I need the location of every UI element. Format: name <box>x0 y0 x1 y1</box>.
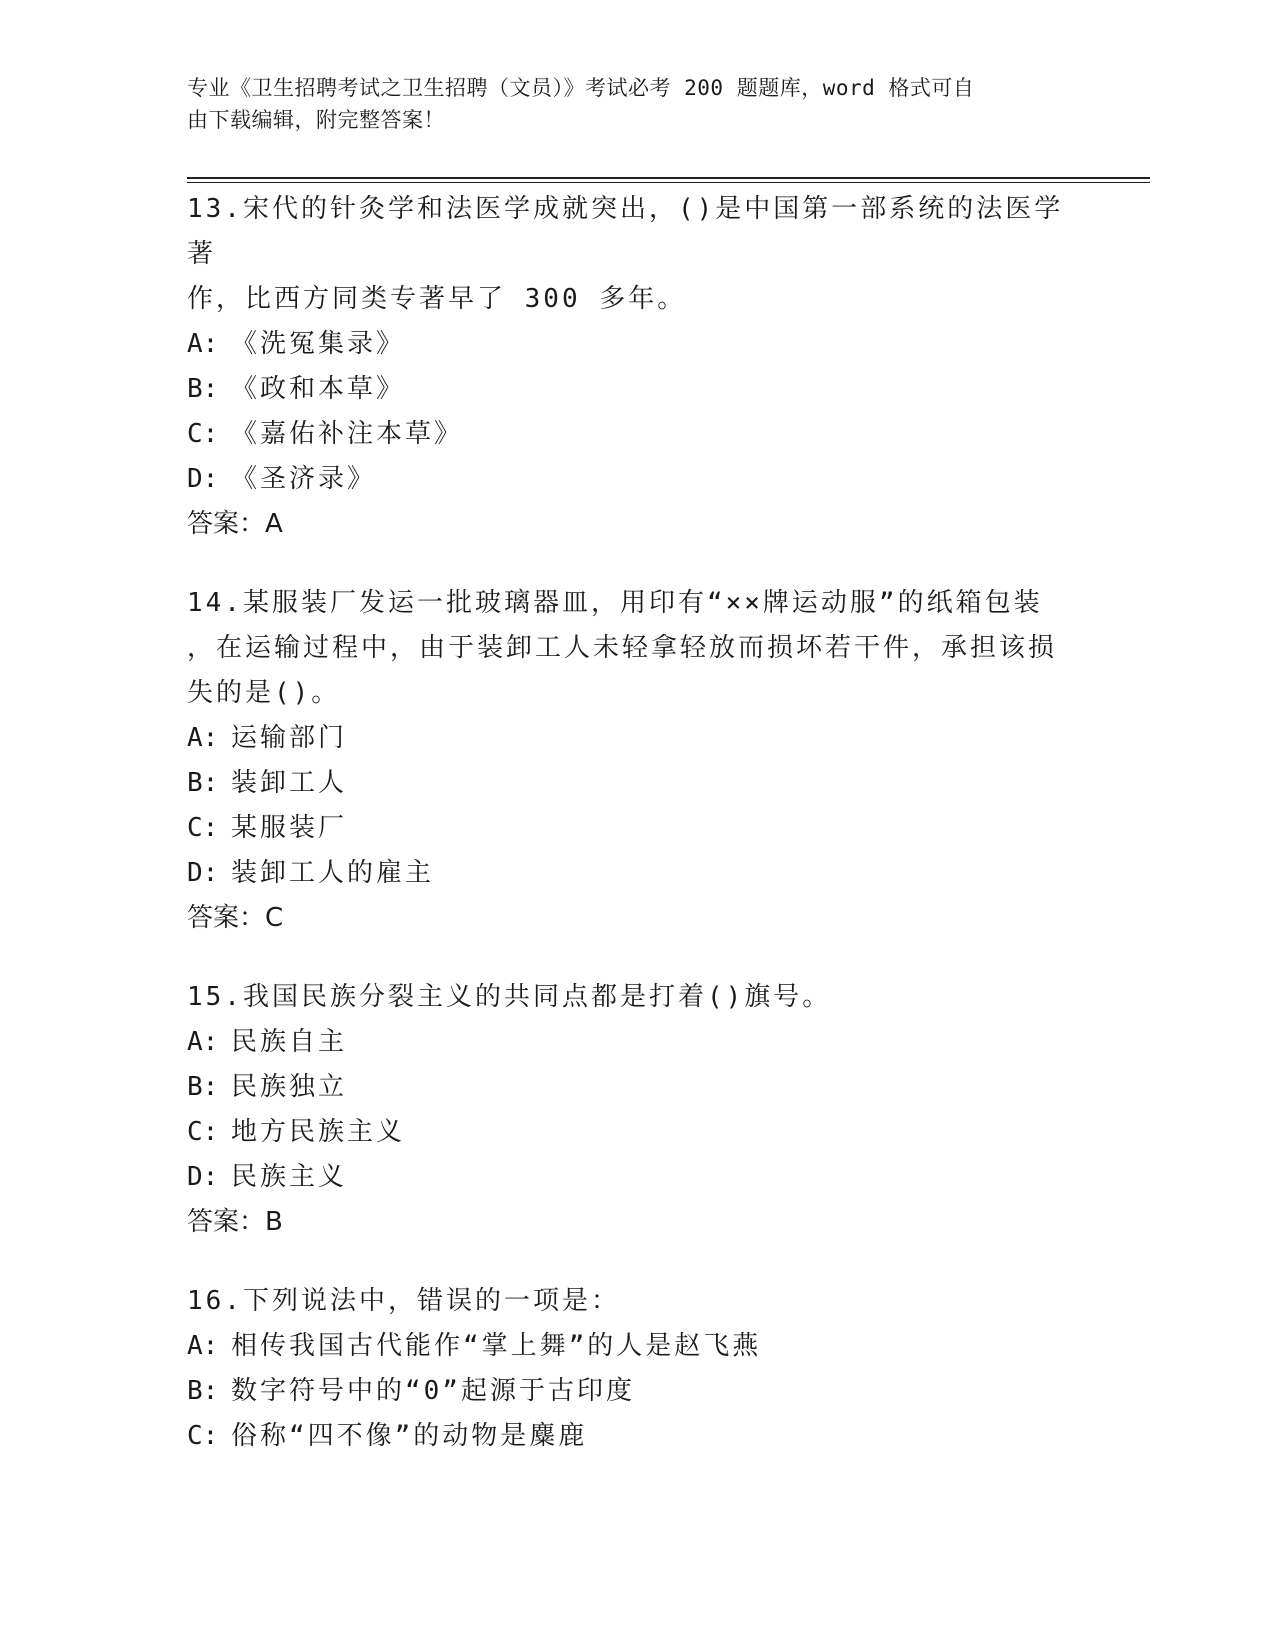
option-text: 《洗冤集录》 <box>231 329 406 359</box>
question-stem-line: 13.宋代的针灸学和法医学成就突出，()是中国第一部系统的法医学著 <box>187 194 1064 269</box>
document-header <box>187 72 1067 136</box>
option-key: A: <box>187 1331 219 1361</box>
question-stem-line: 失的是()。 <box>187 678 341 708</box>
option-text: 民族独立 <box>231 1072 348 1102</box>
option-key: A: <box>187 329 219 359</box>
header-line-1: 专业《卫生招聘考试之卫生招聘（文员）》考试必考 200 题题库，word 格式可自 <box>187 76 975 100</box>
question-stem-line: 15.我国民族分裂主义的共同点都是打着()旗号。 <box>187 982 832 1012</box>
answer-line: 答案：C <box>187 903 284 933</box>
option-text: 装卸工人的雇主 <box>231 858 435 888</box>
option-text: 相传我国古代能作“掌上舞”的人是赵飞燕 <box>231 1331 762 1361</box>
option-a <box>187 322 1087 367</box>
option-key: D: <box>187 464 219 494</box>
question-stem-line: ，在运输过程中，由于装卸工人未轻拿轻放而损坏若干件，承担该损 <box>187 633 1058 663</box>
option-b <box>187 1369 1087 1414</box>
option-key: D: <box>187 858 219 888</box>
option-text: 某服装厂 <box>231 813 348 843</box>
option-b <box>187 367 1087 412</box>
option-key: A: <box>187 1027 219 1057</box>
option-text: 民族自主 <box>231 1027 348 1057</box>
option-text: 《政和本草》 <box>231 374 406 404</box>
header-divider-thick <box>187 177 1150 179</box>
option-c <box>187 412 1087 457</box>
option-text: 运输部门 <box>231 723 348 753</box>
option-key: C: <box>187 813 219 843</box>
answer-line: 答案：B <box>187 1207 283 1237</box>
header-divider-thin <box>187 182 1150 183</box>
option-text: 民族主义 <box>231 1162 348 1192</box>
question-stem-line: 14.某服装厂发运一批玻璃器皿，用印有“××牌运动服”的纸箱包装 <box>187 588 1043 618</box>
answer-line: 答案：A <box>187 509 283 539</box>
question-13 <box>187 187 1087 547</box>
question-stem-line: 16.下列说法中，错误的一项是： <box>187 1286 620 1316</box>
option-key: B: <box>187 374 219 404</box>
question-list <box>187 187 1087 1493</box>
option-text: 装卸工人 <box>231 768 348 798</box>
option-text: 《圣济录》 <box>231 464 377 494</box>
question-stem-line: 作，比西方同类专著早了 300 多年。 <box>187 284 687 314</box>
option-a <box>187 1020 1087 1065</box>
option-c <box>187 806 1087 851</box>
option-text: 地方民族主义 <box>231 1117 406 1147</box>
option-key: A: <box>187 723 219 753</box>
option-key: D: <box>187 1162 219 1192</box>
option-a <box>187 1324 1087 1369</box>
option-c <box>187 1414 1087 1459</box>
option-a <box>187 716 1087 761</box>
option-d <box>187 851 1087 896</box>
option-key: B: <box>187 768 219 798</box>
option-text: 《嘉佑补注本草》 <box>231 419 464 449</box>
question-15 <box>187 975 1087 1245</box>
option-key: C: <box>187 1421 219 1451</box>
option-text: 数字符号中的“0”起源于古印度 <box>231 1376 635 1406</box>
question-16 <box>187 1279 1087 1459</box>
question-14 <box>187 581 1087 941</box>
option-text: 俗称“四不像”的动物是麋鹿 <box>231 1421 588 1451</box>
option-key: B: <box>187 1072 219 1102</box>
option-b <box>187 761 1087 806</box>
option-key: C: <box>187 1117 219 1147</box>
option-b <box>187 1065 1087 1110</box>
option-d <box>187 1155 1087 1200</box>
option-c <box>187 1110 1087 1155</box>
option-key: C: <box>187 419 219 449</box>
header-line-2: 由下载编辑，附完整答案！ <box>187 108 445 132</box>
option-key: B: <box>187 1376 219 1406</box>
option-d <box>187 457 1087 502</box>
